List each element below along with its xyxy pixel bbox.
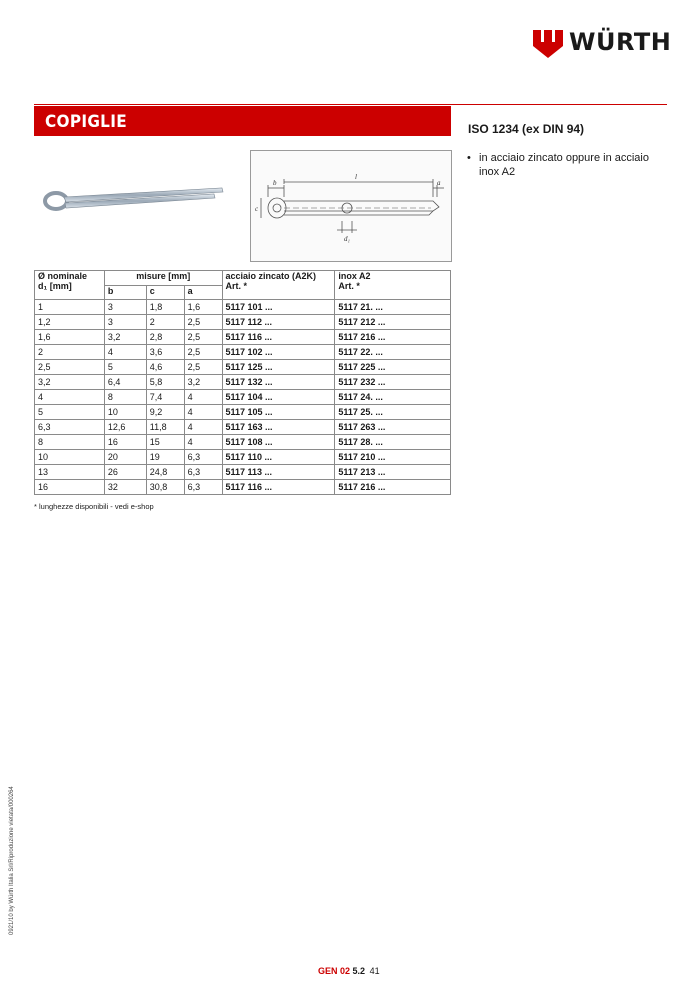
cell-c: 7,4 (146, 390, 184, 405)
cell-zinc-art: 5117 132 ... (222, 375, 335, 390)
feature-list (467, 151, 667, 179)
table-row (35, 420, 451, 435)
cell-a: 4 (184, 435, 222, 450)
table-row (35, 435, 451, 450)
page-footer (318, 966, 380, 976)
table-row (35, 450, 451, 465)
cell-nominal: 1 (35, 300, 105, 315)
cell-c: 1,8 (146, 300, 184, 315)
cell-nominal: 13 (35, 465, 105, 480)
copyright-note: 0921/10 by Würth Italia Srl/Riproduzione vietata/000264 (9, 786, 15, 935)
table-row (35, 345, 451, 360)
title-bar (34, 106, 451, 136)
cell-a: 6,3 (184, 480, 222, 495)
cell-nominal: 2 (35, 345, 105, 360)
cell-zinc-art: 5117 104 ... (222, 390, 335, 405)
cell-zinc-art: 5117 108 ... (222, 435, 335, 450)
page-title: COPIGLIE (45, 112, 127, 132)
footnote: * lunghezze disponibili - vedi e-shop (34, 502, 154, 511)
table-header-row (35, 271, 451, 286)
label-b: b (273, 179, 277, 187)
cell-b: 5 (104, 360, 146, 375)
cell-inox-art: 5117 213 ... (335, 465, 451, 480)
cell-nominal: 16 (35, 480, 105, 495)
cell-zinc-art: 5117 113 ... (222, 465, 335, 480)
cell-nominal: 2,5 (35, 360, 105, 375)
cell-zinc-art: 5117 116 ... (222, 480, 335, 495)
cell-b: 32 (104, 480, 146, 495)
header-zinc-line1: acciaio zincato (A2K) (225, 271, 317, 281)
header-b: b (104, 286, 146, 300)
footer-section: GEN 02 (318, 966, 351, 976)
cell-b: 3 (104, 315, 146, 330)
feature-item: • in acciaio zincato oppure in acciaio inox A2 (467, 151, 667, 179)
cell-zinc-art: 5117 125 ... (222, 360, 335, 375)
cell-a: 4 (184, 405, 222, 420)
cell-nominal: 6,3 (35, 420, 105, 435)
cell-c: 19 (146, 450, 184, 465)
cell-zinc-art: 5117 105 ... (222, 405, 335, 420)
table-body (35, 300, 451, 495)
table-row (35, 360, 451, 375)
label-c: c (255, 205, 259, 213)
header-nominal-line2: d₁ [mm] (38, 281, 72, 291)
cell-inox-art: 5117 232 ... (335, 375, 451, 390)
cell-zinc-art: 5117 101 ... (222, 300, 335, 315)
cell-c: 2,8 (146, 330, 184, 345)
table-row (35, 330, 451, 345)
header-a: a (184, 286, 222, 300)
header-c: c (146, 286, 184, 300)
cell-c: 2 (146, 315, 184, 330)
cell-c: 15 (146, 435, 184, 450)
cell-c: 24,8 (146, 465, 184, 480)
cell-inox-art: 5117 22. ... (335, 345, 451, 360)
cell-c: 11,8 (146, 420, 184, 435)
table-row (35, 375, 451, 390)
cell-b: 10 (104, 405, 146, 420)
cotter-pin-photo (40, 180, 226, 218)
cell-nominal: 3,2 (35, 375, 105, 390)
cell-zinc-art: 5117 110 ... (222, 450, 335, 465)
header-nominal (35, 271, 105, 300)
cell-a: 4 (184, 390, 222, 405)
cell-c: 4,6 (146, 360, 184, 375)
cell-inox-art: 5117 25. ... (335, 405, 451, 420)
cell-b: 4 (104, 345, 146, 360)
cell-nominal: 1,2 (35, 315, 105, 330)
label-a: a (437, 179, 441, 187)
cell-b: 26 (104, 465, 146, 480)
table-row (35, 405, 451, 420)
header-zinc (222, 271, 335, 300)
cell-inox-art: 5117 28. ... (335, 435, 451, 450)
cell-zinc-art: 5117 116 ... (222, 330, 335, 345)
cell-b: 20 (104, 450, 146, 465)
cell-inox-art: 5117 216 ... (335, 330, 451, 345)
table-row (35, 300, 451, 315)
table-row (35, 465, 451, 480)
standard-label: ISO 1234 (ex DIN 94) (468, 122, 585, 136)
cell-a: 4 (184, 420, 222, 435)
cell-c: 5,8 (146, 375, 184, 390)
cell-a: 6,3 (184, 450, 222, 465)
header-inox (335, 271, 451, 300)
brand-name: WÜRTH (569, 28, 672, 56)
cell-b: 12,6 (104, 420, 146, 435)
cell-inox-art: 5117 21. ... (335, 300, 451, 315)
wurth-logo-icon (533, 30, 563, 58)
cell-b: 6,4 (104, 375, 146, 390)
cell-c: 3,6 (146, 345, 184, 360)
cell-b: 3,2 (104, 330, 146, 345)
page-number: 41 (369, 966, 380, 976)
footer-chapter: 5.2 (352, 966, 366, 976)
cell-nominal: 10 (35, 450, 105, 465)
cell-nominal: 8 (35, 435, 105, 450)
cell-nominal: 4 (35, 390, 105, 405)
cell-zinc-art: 5117 102 ... (222, 345, 335, 360)
cell-a: 2,5 (184, 360, 222, 375)
cell-inox-art: 5117 212 ... (335, 315, 451, 330)
cell-b: 8 (104, 390, 146, 405)
wurth-logo (533, 26, 673, 60)
cell-c: 30,8 (146, 480, 184, 495)
cell-a: 3,2 (184, 375, 222, 390)
cell-inox-art: 5117 225 ... (335, 360, 451, 375)
dimension-table (34, 270, 451, 495)
cell-zinc-art: 5117 112 ... (222, 315, 335, 330)
cell-zinc-art: 5117 163 ... (222, 420, 335, 435)
cell-b: 3 (104, 300, 146, 315)
table-row (35, 480, 451, 495)
cell-inox-art: 5117 263 ... (335, 420, 451, 435)
cell-nominal: 5 (35, 405, 105, 420)
cell-inox-art: 5117 24. ... (335, 390, 451, 405)
cell-a: 2,5 (184, 330, 222, 345)
cell-inox-art: 5117 216 ... (335, 480, 451, 495)
header-zinc-line2: Art. * (225, 281, 248, 291)
cell-inox-art: 5117 210 ... (335, 450, 451, 465)
table-row (35, 315, 451, 330)
cell-a: 6,3 (184, 465, 222, 480)
technical-drawing (250, 150, 452, 262)
header-misure: misure [mm] (104, 271, 222, 286)
header-inox-line2: Art. * (338, 281, 360, 291)
label-d: d₁ (344, 235, 350, 243)
title-rule-right (451, 104, 667, 105)
cell-c: 9,2 (146, 405, 184, 420)
title-rule-left (34, 104, 451, 105)
header-inox-line1: inox A2 (338, 271, 371, 281)
cell-a: 1,6 (184, 300, 222, 315)
cell-a: 2,5 (184, 345, 222, 360)
header-nominal-line1: Ø nominale (38, 271, 88, 281)
cell-a: 2,5 (184, 315, 222, 330)
cell-b: 16 (104, 435, 146, 450)
label-l: l (355, 173, 357, 181)
drawing-svg (251, 151, 451, 261)
cell-nominal: 1,6 (35, 330, 105, 345)
table-row (35, 390, 451, 405)
